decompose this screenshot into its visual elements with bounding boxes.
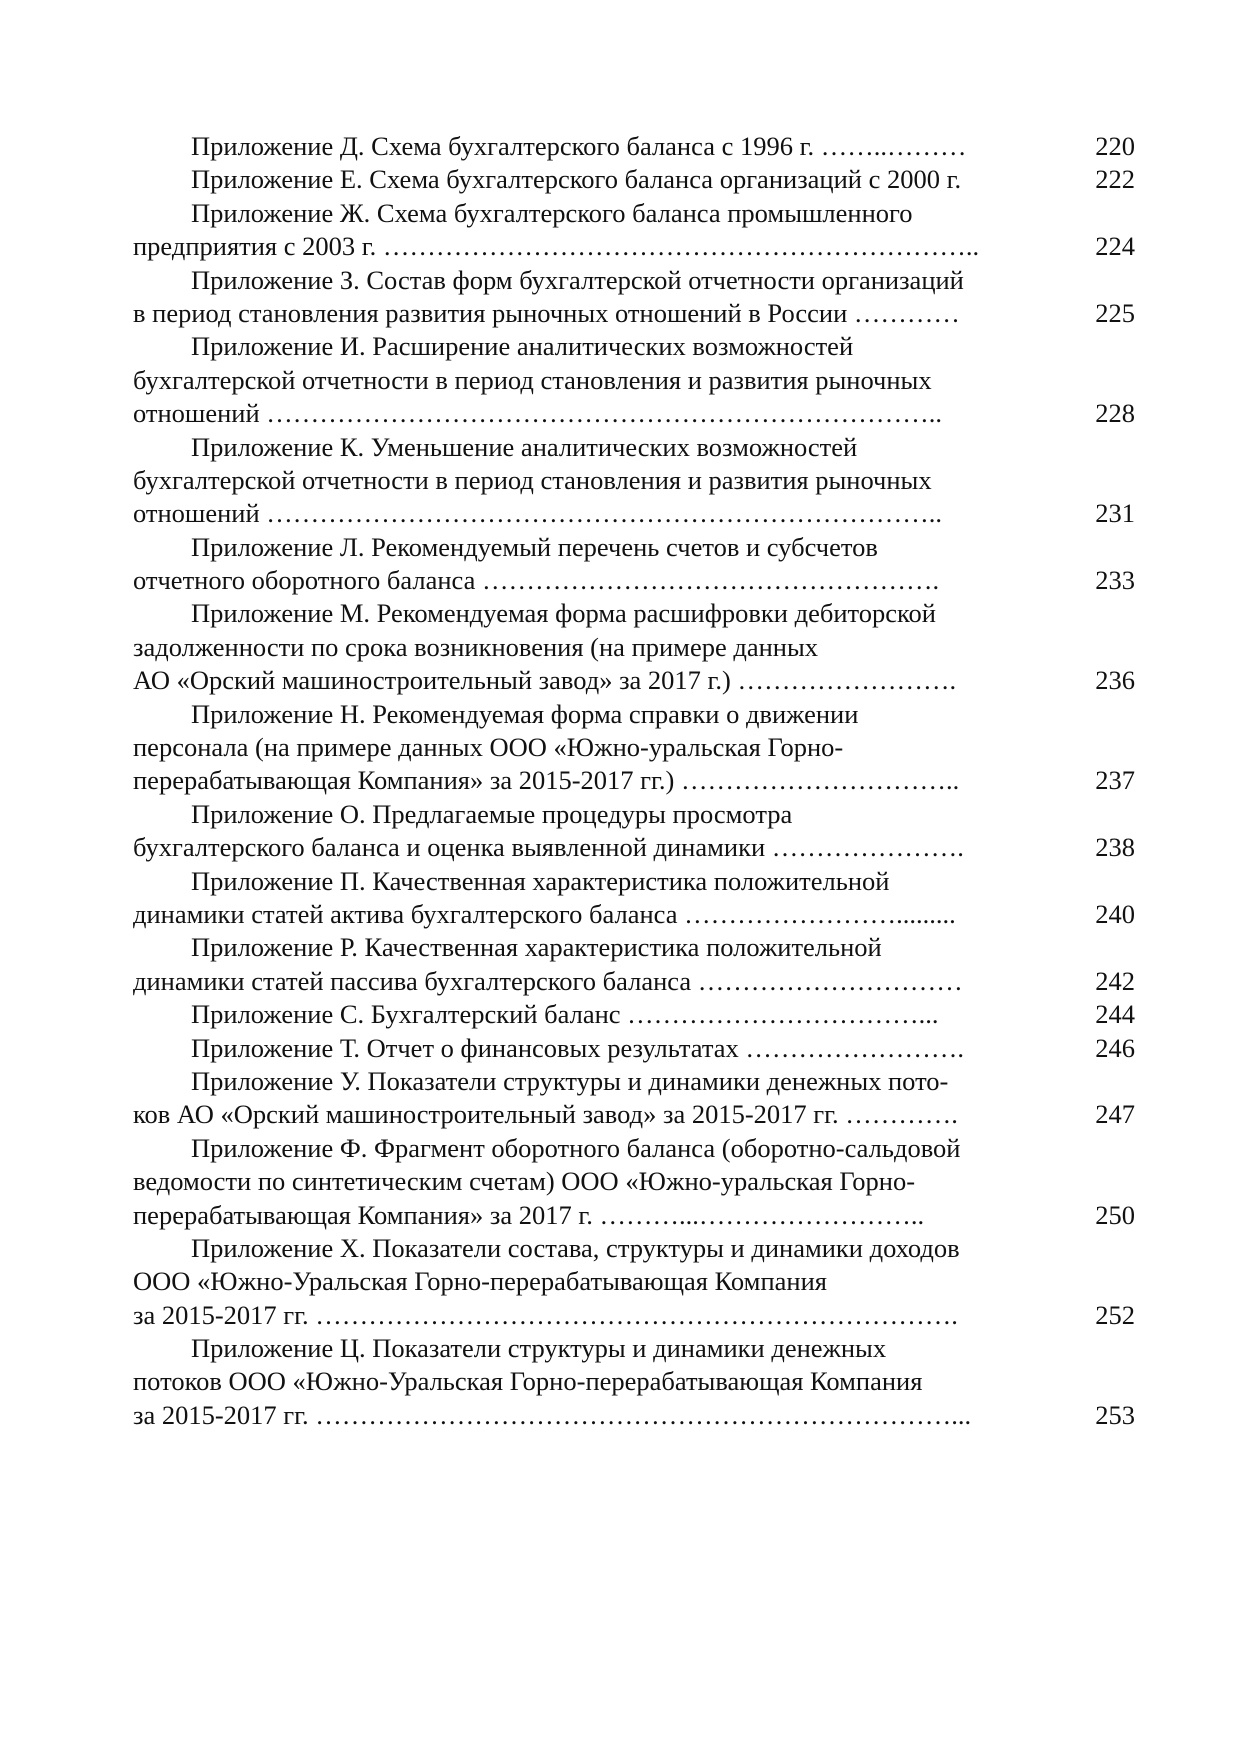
toc-page-number: 244: [1095, 999, 1135, 1030]
toc-entry[interactable]: [133, 197, 1135, 264]
toc-entry-title: Приложение Р. Качественная характеристика положительной: [191, 932, 882, 963]
toc-entry[interactable]: [133, 998, 1135, 1031]
toc-entry[interactable]: [133, 531, 1135, 598]
toc-page-number: 237: [1095, 765, 1135, 796]
toc-entry-title: Приложение К. Уменьшение аналитических возможностей: [191, 431, 858, 462]
toc-entry[interactable]: [133, 1065, 1135, 1132]
toc-entry[interactable]: [133, 1232, 1135, 1332]
toc-entry[interactable]: [133, 931, 1135, 998]
toc-entry-continuation: отношений …………………………………………………………………..: [133, 398, 943, 429]
toc-page-number: 240: [1095, 898, 1135, 929]
toc-entry-continuation: задолженности по срока возникновения (на примере данных: [133, 631, 819, 662]
toc-page-number: 246: [1095, 1032, 1135, 1063]
toc-entry-title: Приложение Д. Схема бухгалтерского баланса с 1996 г. ……..………: [191, 131, 967, 161]
toc-entry-continuation: отношений …………………………………………………………………..: [133, 498, 943, 529]
toc-page-number: 228: [1095, 398, 1135, 429]
toc-entry[interactable]: [133, 798, 1135, 865]
toc-entry-title: Приложение И. Расширение аналитических возможностей: [191, 331, 854, 362]
toc-entry-continuation: динамики статей пассива бухгалтерского баланса …………………………: [133, 965, 963, 996]
toc-entry-continuation: отчетного оборотного баланса …………………………………………….: [133, 565, 940, 596]
toc-page-number: 236: [1095, 665, 1135, 696]
toc-page-number: 252: [1095, 1299, 1135, 1330]
toc-page-number: 225: [1095, 297, 1135, 328]
toc-entry[interactable]: [133, 698, 1135, 798]
toc-entry-title: Приложение Т. Отчет о финансовых результатах …………………….: [191, 1032, 964, 1063]
toc-entry-continuation: ООО «Южно-Уральская Горно-перерабатывающая Компания: [133, 1266, 827, 1297]
toc-entry-title: Приложение Х. Показатели состава, структуры и динамики доходов: [191, 1232, 960, 1263]
toc-entry-title: Приложение Ф. Фрагмент оборотного баланса (оборотно-сальдовой: [191, 1132, 961, 1163]
toc-page-number: 247: [1095, 1099, 1135, 1130]
toc-entry-title: Приложение О. Предлагаемые процедуры просмотра: [191, 798, 793, 829]
toc-entry-continuation: перерабатывающая Компания» за 2017 г. ………...……………………..: [133, 1199, 925, 1230]
toc-entry-continuation: за 2015-2017 гг. ………………………………………………………………...: [133, 1399, 972, 1430]
toc-page-number: 242: [1095, 965, 1135, 996]
toc-entry-continuation: за 2015-2017 гг. ……………………………………………………………….: [133, 1299, 958, 1330]
toc-entry-continuation: персонала (на примере данных ООО «Южно-уральская Горно-: [133, 732, 844, 763]
toc-entry-continuation: ведомости по синтетическим счетам) ООО «Южно-уральская Горно-: [133, 1166, 916, 1197]
toc-page-number: 224: [1095, 231, 1135, 262]
toc-entry[interactable]: [133, 163, 1135, 196]
toc-entry-title: Приложение З. Состав форм бухгалтерской отчетности организаций: [191, 264, 964, 295]
toc-entry-continuation: потоков ООО «Южно-Уральская Горно-перерабатывающая Компания: [133, 1366, 923, 1397]
toc-page-number: 238: [1095, 832, 1135, 863]
toc-page-number: 250: [1095, 1199, 1135, 1230]
toc-entry[interactable]: [133, 264, 1135, 331]
toc-page-number: 222: [1095, 164, 1135, 195]
toc-page-number: 253: [1095, 1399, 1135, 1430]
toc-entry-title: Приложение Н. Рекомендуемая форма справки о движении: [191, 698, 859, 729]
table-of-contents: [133, 130, 1135, 1432]
toc-entry[interactable]: [133, 1132, 1135, 1232]
toc-entry-title: Приложение У. Показатели структуры и динамики денежных пото-: [191, 1065, 949, 1096]
toc-entry[interactable]: [133, 865, 1135, 932]
toc-entry-continuation: в период становления развития рыночных отношений в России …………: [133, 297, 960, 328]
toc-page-number: 233: [1095, 565, 1135, 596]
toc-entry[interactable]: [133, 330, 1135, 430]
toc-entry-title: Приложение Е. Схема бухгалтерского баланса организаций с 2000 г.: [191, 164, 962, 195]
toc-entry-title: Приложение Ц. Показатели структуры и динамики денежных: [191, 1333, 887, 1364]
toc-entry-title: Приложение Л. Рекомендуемый перечень счетов и субсчетов: [191, 531, 878, 562]
toc-entry-continuation: перерабатывающая Компания» за 2015-2017 гг.) …………………………..: [133, 765, 960, 796]
toc-page-number: 231: [1095, 498, 1135, 529]
toc-entry[interactable]: [133, 1332, 1135, 1432]
toc-entry-continuation: предприятия с 2003 г. …………………………………………………………..: [133, 231, 980, 262]
toc-entry-title: Приложение П. Качественная характеристика положительной: [191, 865, 890, 896]
toc-entry-continuation: бухгалтерского баланса и оценка выявленной динамики ………………….: [133, 832, 964, 863]
toc-entry-continuation: бухгалтерской отчетности в период становления и развития рыночных: [133, 364, 932, 395]
toc-entry-title: Приложение С. Бухгалтерский баланс ……………………………...: [191, 999, 939, 1030]
toc-entry[interactable]: [133, 1032, 1135, 1065]
toc-entry[interactable]: [133, 597, 1135, 697]
toc-entry[interactable]: [133, 431, 1135, 531]
toc-entry-continuation: АО «Орский машиностроительный завод» за 2017 г.) …………………….: [133, 665, 957, 696]
toc-page-number: 220: [1095, 131, 1135, 161]
toc-entry-title: Приложение М. Рекомендуемая форма расшифровки дебиторской: [191, 598, 936, 629]
toc-entry-continuation: бухгалтерской отчетности в период становления и развития рыночных: [133, 464, 932, 495]
toc-entry-continuation: динамики статей актива бухгалтерского баланса …………………….........: [133, 898, 956, 929]
toc-entry-continuation: ков АО «Орский машиностроительный завод» за 2015-2017 гг. ………….: [133, 1099, 958, 1130]
toc-entry-title: Приложение Ж. Схема бухгалтерского баланса промышленного: [191, 197, 913, 228]
toc-entry[interactable]: [133, 130, 1135, 163]
